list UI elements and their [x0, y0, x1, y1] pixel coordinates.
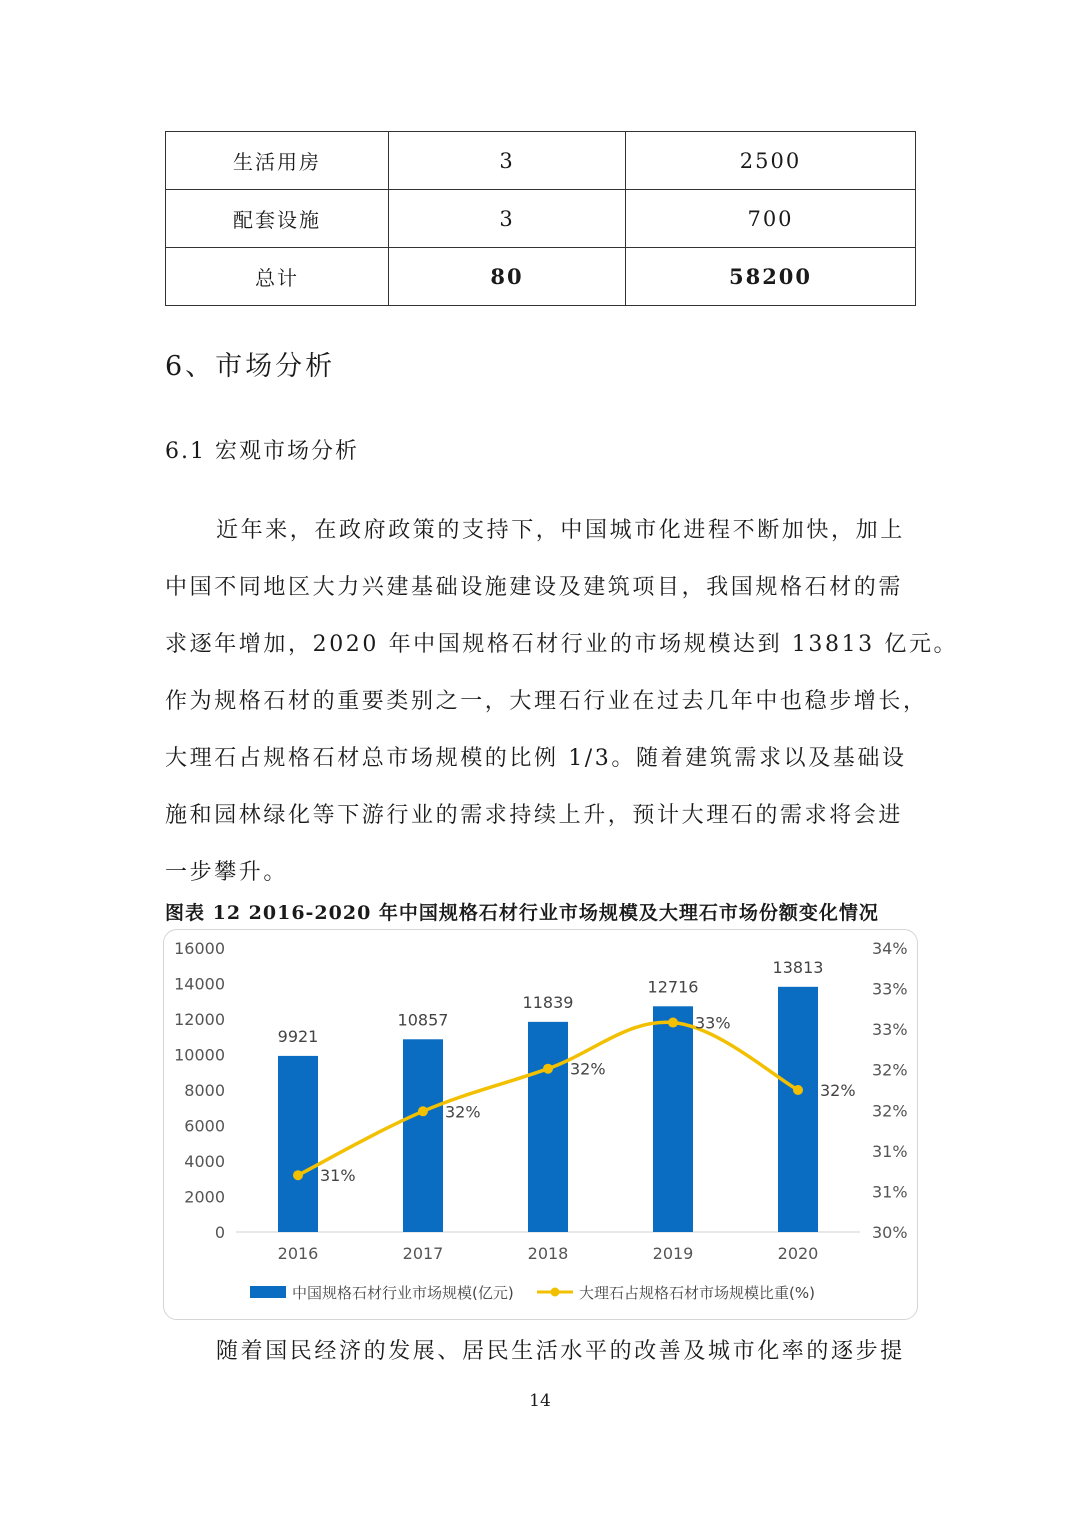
page-number: 14 — [529, 1391, 551, 1411]
y-right-tick-label: 33% — [872, 979, 908, 999]
bar — [528, 1022, 568, 1232]
bar-value-label: 13813 — [772, 957, 824, 977]
line-value-label: 32% — [570, 1059, 606, 1079]
y-right-tick-label: 30% — [872, 1223, 908, 1242]
table-cell-area: 58200 — [626, 248, 916, 306]
x-tick-label: 2019 — [652, 1244, 694, 1263]
paragraph-line: 中国不同地区大力兴建基础设施建设及建筑项目，我国规格石材的需 — [165, 575, 904, 600]
legend-line-label: 大理石占规格石材市场规模比重(%) — [579, 1284, 815, 1302]
paragraph-line: 施和园林绿化等下游行业的需求持续上升，预计大理石的需求将会进 — [165, 803, 904, 828]
y-right-tick-label: 31% — [872, 1141, 908, 1161]
legend-bar-label: 中国规格石材行业市场规模(亿元) — [292, 1284, 514, 1302]
bar-value-label: 9921 — [277, 1026, 319, 1046]
y-right-tick-label: 33% — [872, 1020, 908, 1040]
y-left-tick-label: 8000 — [184, 1081, 225, 1100]
bar-value-label: 10857 — [397, 1010, 449, 1030]
line-point — [668, 1018, 678, 1028]
y-left-tick-label: 6000 — [184, 1116, 225, 1136]
bar-value-label: 12716 — [647, 977, 699, 997]
table-cell-area: 2500 — [626, 132, 916, 190]
legend-bar-swatch — [250, 1286, 286, 1298]
table-cell-name: 生活用房 — [166, 132, 389, 190]
paragraph-line: 作为规格石材的重要类别之一，大理石行业在过去几年中也稳步增长， — [165, 689, 928, 714]
y-right-tick-label: 32% — [872, 1060, 908, 1080]
paragraph-line: 一步攀升。 — [165, 860, 289, 885]
y-right-tick-label: 34% — [872, 939, 908, 958]
bar — [278, 1056, 318, 1232]
paragraph-line: 近年来，在政府政策的支持下，中国城市化进程不断加快，加上 — [216, 518, 905, 543]
bar — [403, 1039, 443, 1232]
x-tick-label: 2018 — [527, 1244, 569, 1263]
table-cell-count: 3 — [389, 190, 626, 248]
bar — [778, 987, 818, 1232]
y-left-tick-label: 16000 — [174, 939, 225, 958]
line-point — [793, 1085, 803, 1095]
line-value-label: 31% — [320, 1166, 356, 1186]
line-point — [293, 1170, 303, 1180]
table-cell-name: 配套设施 — [166, 190, 389, 248]
y-right-tick-label: 32% — [872, 1101, 908, 1121]
y-right-tick-label: 31% — [872, 1182, 908, 1202]
table-cell-count: 3 — [389, 132, 626, 190]
bar-value-label: 11839 — [522, 992, 574, 1012]
line-point — [418, 1106, 428, 1116]
line-value-label: 32% — [820, 1081, 856, 1100]
table-cell-name: 总计 — [166, 248, 389, 306]
legend-line-marker — [551, 1288, 560, 1297]
figure-caption: 图表 12 2016-2020 年中国规格石材行业市场规模及大理石市场份额变化情况 — [165, 902, 879, 924]
y-left-tick-label: 2000 — [184, 1187, 225, 1207]
line-value-label: 33% — [695, 1013, 731, 1033]
paragraph-line: 大理石占规格石材总市场规模的比例 1/3。随着建筑需求以及基础设 — [165, 746, 907, 771]
line-value-label: 32% — [445, 1102, 481, 1122]
y-left-tick-label: 10000 — [174, 1045, 225, 1065]
x-tick-label: 2017 — [402, 1244, 444, 1263]
x-tick-label: 2020 — [777, 1244, 819, 1263]
y-left-tick-label: 14000 — [174, 974, 225, 994]
section-heading: 6、市场分析 — [165, 351, 336, 382]
subsection-heading: 6.1 宏观市场分析 — [165, 439, 359, 464]
table-cell-area: 700 — [626, 190, 916, 248]
paragraph-line: 求逐年增加，2020 年中国规格石材行业的市场规模达到 13813 亿元。 — [165, 632, 959, 657]
table-cell-count: 80 — [389, 248, 626, 306]
y-left-tick-label: 4000 — [184, 1152, 225, 1171]
paragraph-line: 随着国民经济的发展、居民生活水平的改善及城市化率的逐步提 — [216, 1339, 905, 1364]
bar — [653, 1006, 693, 1232]
y-left-tick-label: 0 — [214, 1223, 225, 1242]
x-tick-label: 2016 — [277, 1244, 319, 1263]
line-point — [543, 1064, 553, 1074]
y-left-tick-label: 12000 — [174, 1010, 225, 1029]
